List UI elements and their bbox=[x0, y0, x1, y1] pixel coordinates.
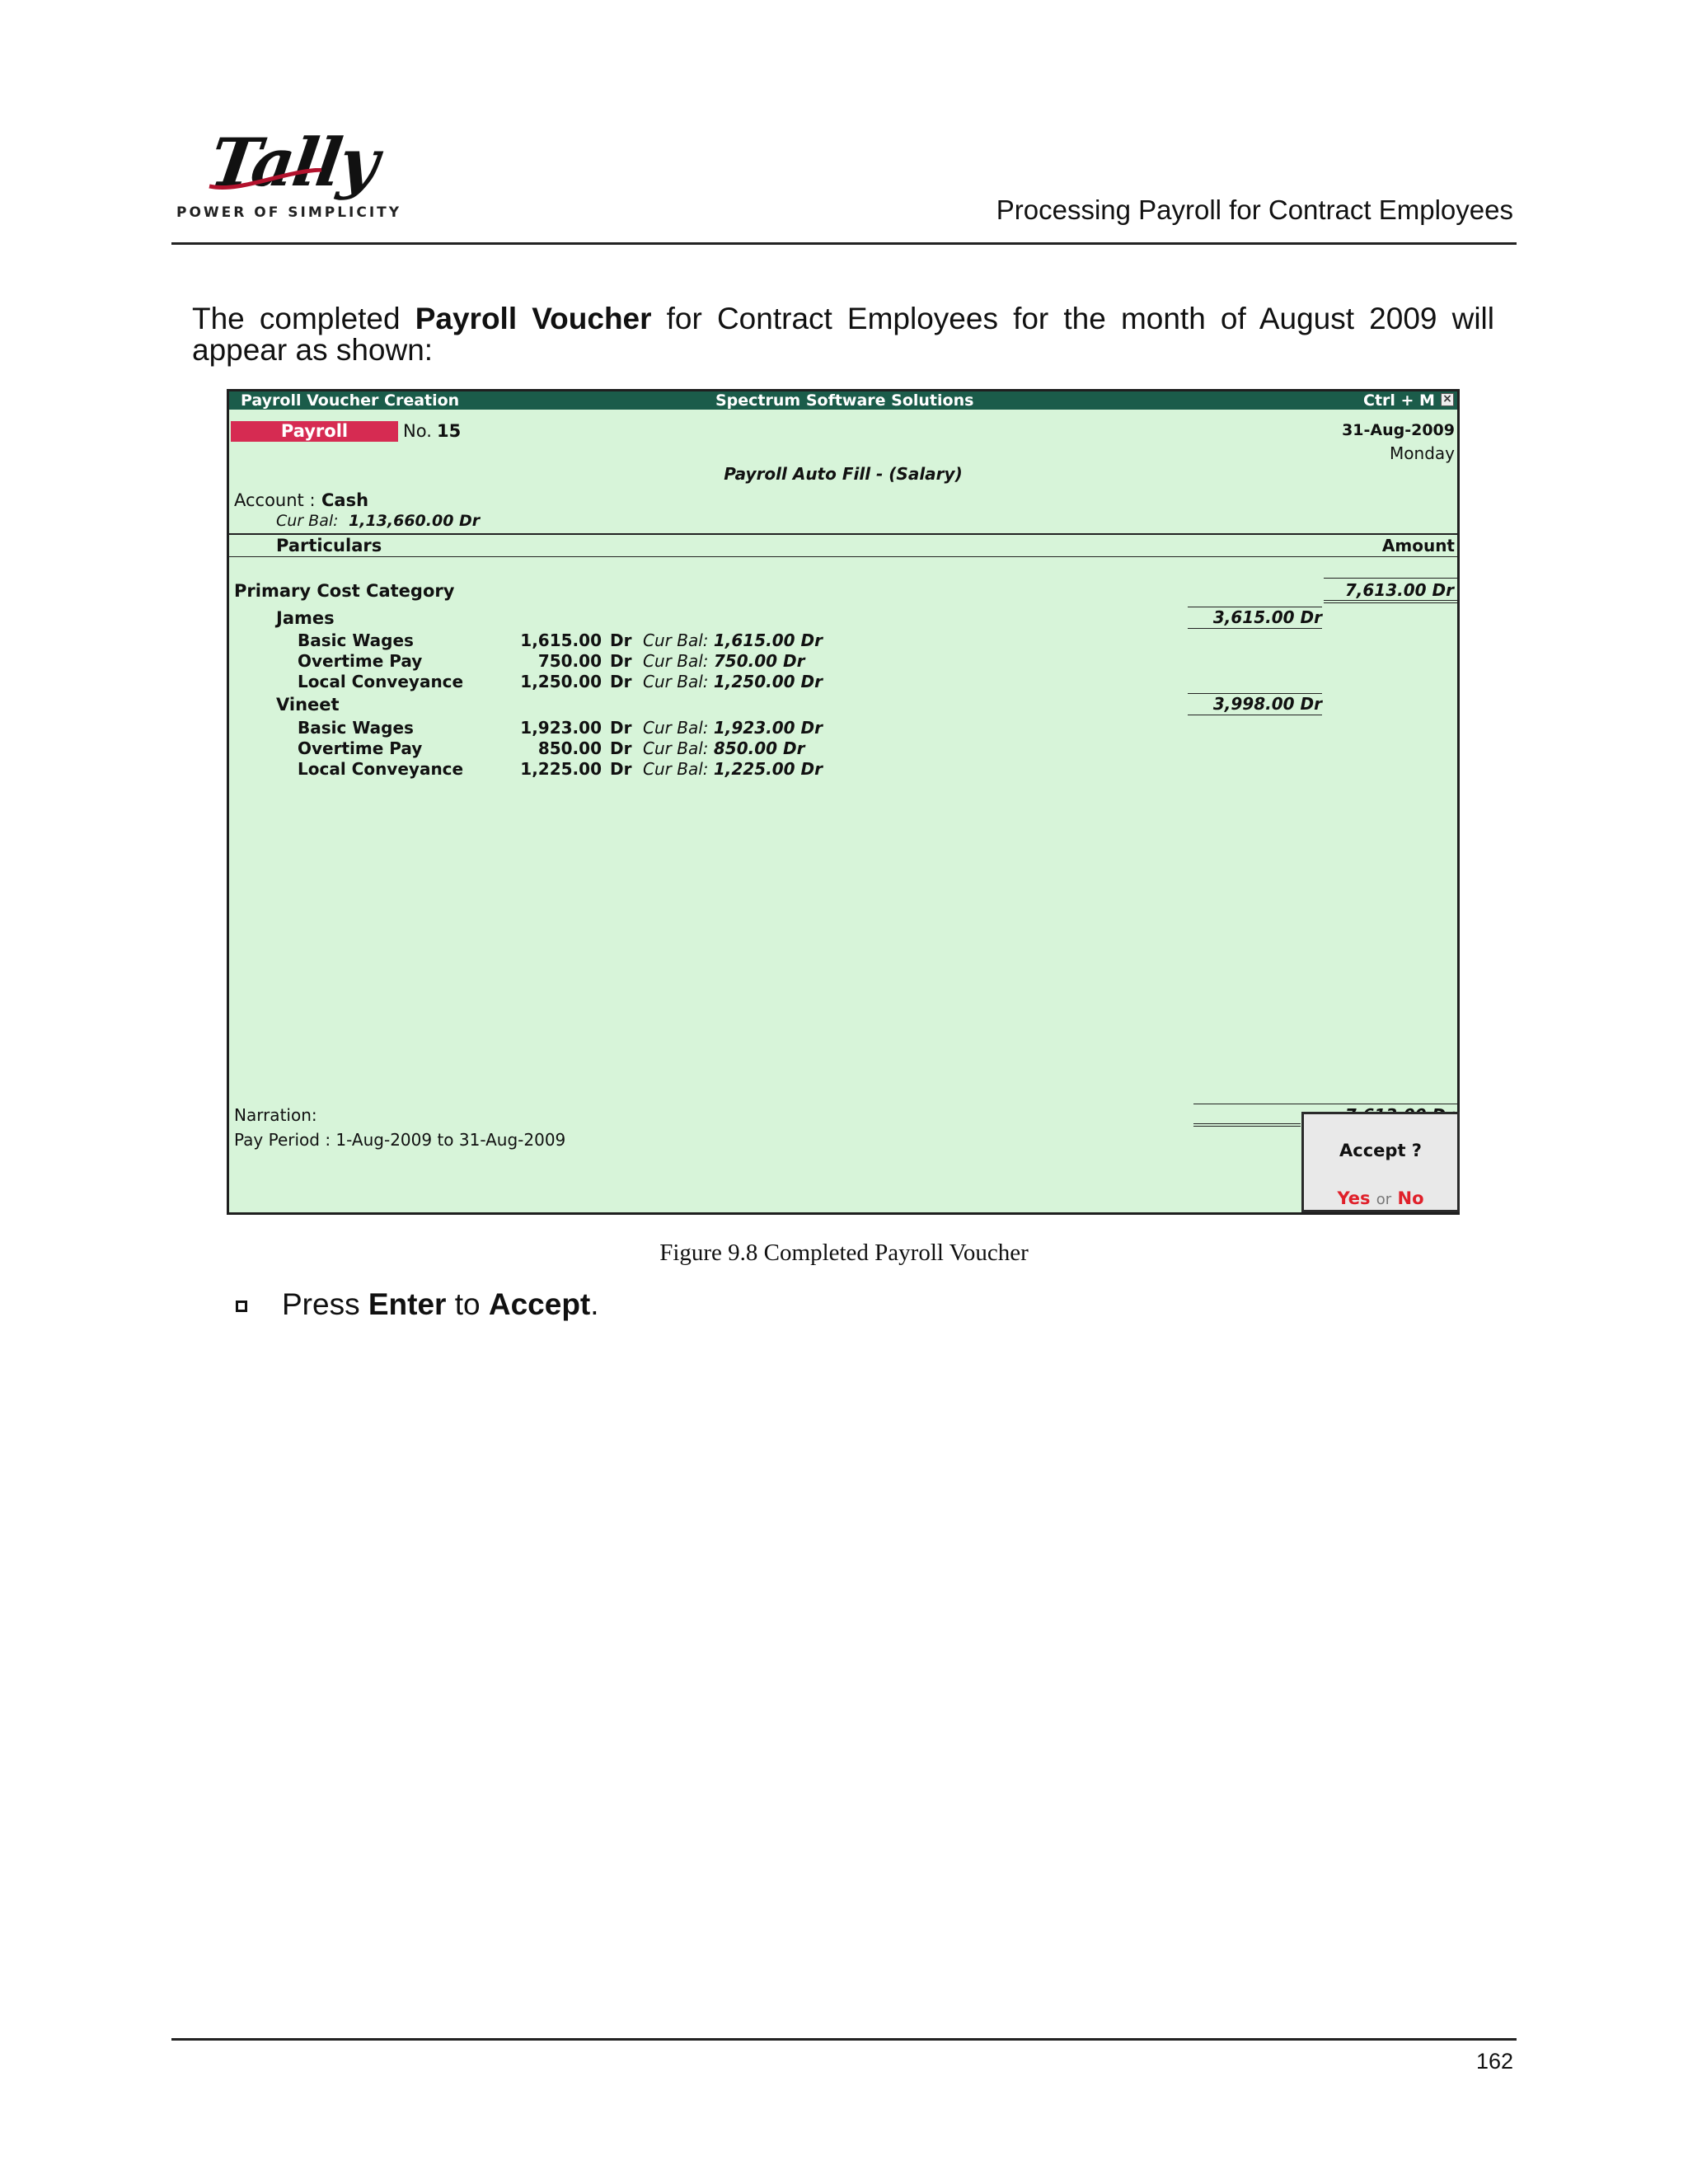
header-rule bbox=[171, 242, 1517, 245]
pay-head-cur-bal: Cur Bal: 1,225.00 Dr bbox=[643, 759, 823, 779]
employee-name[interactable]: Vineet bbox=[276, 695, 340, 715]
voucher-type-badge[interactable]: Payroll bbox=[231, 421, 398, 442]
shortcut-label: Ctrl + M bbox=[1363, 391, 1435, 410]
voucher-number: 15 bbox=[437, 421, 462, 441]
dr-indicator: Dr bbox=[610, 672, 632, 691]
autofill-title: Payroll Auto Fill - (Salary) bbox=[724, 464, 963, 484]
pay-head-amount: 1,615.00 bbox=[520, 630, 602, 650]
tally-logo: Tally bbox=[205, 124, 382, 201]
pay-head-amount: 1,923.00 bbox=[520, 718, 602, 738]
table-header-top-rule bbox=[229, 533, 1457, 535]
close-icon[interactable]: × bbox=[1441, 393, 1454, 406]
category-amount: 7,613.00 Dr bbox=[1344, 580, 1454, 600]
account-cur-bal-value: 1,13,660.00 Dr bbox=[349, 512, 481, 530]
logo-tagline: POWER OF SIMPLICITY bbox=[176, 204, 402, 221]
category-amount-rule bbox=[1324, 578, 1457, 579]
employee-name[interactable]: James bbox=[276, 608, 335, 628]
pay-head[interactable]: Basic Wages bbox=[298, 718, 414, 738]
account-label: Account : bbox=[234, 490, 316, 510]
voucher-number-label: No. bbox=[403, 421, 432, 441]
footer-total-underline-1 bbox=[1193, 1123, 1301, 1124]
account-value[interactable]: Cash bbox=[321, 490, 369, 510]
account-cur-bal-label: Cur Bal: bbox=[276, 512, 339, 530]
pay-head[interactable]: Local Conveyance bbox=[298, 672, 464, 691]
accept-question: Accept ? bbox=[1339, 1141, 1422, 1160]
employee-total: 3,998.00 Dr bbox=[1212, 694, 1322, 714]
yes-button[interactable]: Yes bbox=[1337, 1188, 1371, 1208]
footer-rule bbox=[171, 2038, 1517, 2041]
pay-head-amount: 850.00 bbox=[537, 738, 602, 758]
window-title: Payroll Voucher Creation bbox=[241, 391, 460, 410]
narration-label: Narration: bbox=[234, 1105, 317, 1125]
logo-swoosh-icon bbox=[208, 168, 323, 193]
pay-head-amount: 1,225.00 bbox=[520, 759, 602, 779]
pay-head-cur-bal: Cur Bal: 1,923.00 Dr bbox=[643, 718, 823, 738]
employee-total: 3,615.00 Dr bbox=[1212, 607, 1322, 627]
dr-indicator: Dr bbox=[610, 759, 632, 779]
pay-head[interactable]: Local Conveyance bbox=[298, 759, 464, 779]
voucher-day: Monday bbox=[1390, 443, 1455, 463]
window-titlebar bbox=[229, 391, 1457, 410]
pay-head-amount: 750.00 bbox=[537, 651, 602, 671]
dr-indicator: Dr bbox=[610, 630, 632, 650]
col-amount: Amount bbox=[1381, 536, 1455, 555]
pay-head-cur-bal: Cur Bal: 750.00 Dr bbox=[643, 651, 805, 671]
payroll-voucher-window bbox=[227, 389, 1460, 1215]
pay-head-amount: 1,250.00 bbox=[520, 672, 602, 691]
category-amount-underline-2 bbox=[1324, 602, 1457, 603]
cost-category[interactable]: Primary Cost Category bbox=[234, 581, 455, 601]
footer-total-underline-2 bbox=[1193, 1126, 1301, 1127]
voucher-date[interactable]: 31-Aug-2009 bbox=[1342, 421, 1455, 439]
dr-indicator: Dr bbox=[610, 651, 632, 671]
figure-caption: Figure 9.8 Completed Payroll Voucher bbox=[659, 1240, 1029, 1266]
company-name: Spectrum Software Solutions bbox=[715, 391, 974, 410]
narration-text[interactable]: Pay Period : 1-Aug-2009 to 31-Aug-2009 bbox=[234, 1130, 566, 1150]
bullet-square-icon bbox=[236, 1301, 247, 1312]
pay-head[interactable]: Overtime Pay bbox=[298, 651, 423, 671]
col-particulars: Particulars bbox=[276, 536, 382, 555]
pay-head[interactable]: Overtime Pay bbox=[298, 738, 423, 758]
employee-total-underline bbox=[1188, 628, 1322, 629]
dr-indicator: Dr bbox=[610, 738, 632, 758]
page-header-title: Processing Payroll for Contract Employees bbox=[996, 194, 1513, 225]
no-button[interactable]: No bbox=[1397, 1188, 1424, 1208]
accept-options bbox=[1304, 1188, 1457, 1208]
pay-head[interactable]: Basic Wages bbox=[298, 630, 414, 650]
pay-head-cur-bal: Cur Bal: 1,615.00 Dr bbox=[643, 630, 823, 650]
table-header-bottom-rule bbox=[229, 556, 1457, 557]
accept-dialog bbox=[1301, 1112, 1460, 1212]
pay-head-cur-bal: Cur Bal: 1,250.00 Dr bbox=[643, 672, 823, 691]
instruction-text: Press Enter to Accept. bbox=[282, 1287, 599, 1321]
or-label: or bbox=[1376, 1191, 1392, 1208]
pay-head-cur-bal: Cur Bal: 850.00 Dr bbox=[643, 738, 805, 758]
page-number: 162 bbox=[1475, 2049, 1513, 2074]
dr-indicator: Dr bbox=[610, 718, 632, 738]
intro-paragraph: The completed Payroll Voucher for Contract Employees for the month of August 2009 will appear as shown: bbox=[192, 302, 1494, 367]
category-amount-underline-1 bbox=[1324, 600, 1457, 601]
